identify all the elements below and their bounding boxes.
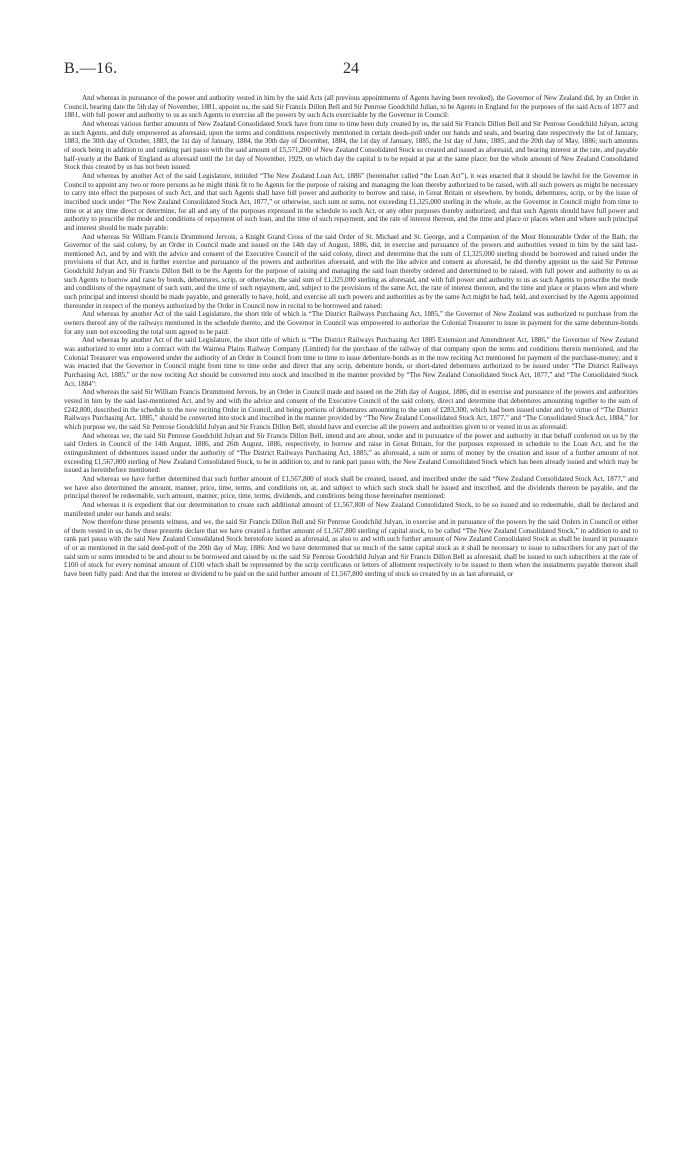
paragraph: And whereas various further amounts of New Zealand Consolidated Stock have from time to time been duly created by us, the said Sir Francis Dillon Bell and Sir Penrose Goodchild Julyan, acting as such Agents, and duly empowered as aforesaid, upon the terms and conditions respectively mentioned in certain deeds-poll under our hands and seals, and bearing date respectively the 1st of January, 1883, the 30th day of October, 1883, the 1st day of January, 1884, the 30th day of December, 1884, the 1st day of January, 1885, the 1st day of June, 1885, and the 20th day of May, 1886; such amounts of stock being in addition to and ranking pari passu with the said amount of £5,571,200 of New Zealand Consolidated Stock so created and issued as aforesaid, and bearing interest at the rate, and payable half-yearly at the Bank of England as aforesaid until the 1st day of November, 1929, on which day the capital is to be repaid at par at the same place; but the whole amount of New Zealand Consolidated Stock thus created by us has not been issued: bbox=[64, 119, 638, 172]
paragraph: And whereas we have further determined that such further amount of £1,567,800 of stock shall be created, issued, and inscribed under the said “New Zealand Consolidated Stock Act, 1877,” and we have also determined the amount, manner, price, time, terms, and conditions on, at, and subject to which such stock shall be issued and inscribed, and the dividends thereon be payable, and the principal thereof be redeemable, such amount, manner, price, time, terms, dividends, and conditions being those hereinafter mentioned: bbox=[64, 474, 638, 501]
paragraph: And whereas the said Sir William Francis Drummond Jervois, by an Order in Council made and issued on the 26th day of August, 1886, did in exercise and pursuance of the powers and authorities vested in him by the said last-mentioned Act, and by and with the advice and consent of the Executive Council of the said colony, direct and determine that debentures amounting together to the sum of £242,800, described in the schedule to the now reciting Order in Council, and being portions of debentures amounting to the sum of £283,300, which had been issued under and by virtue of “The District Railways Purchasing Act, 1885,” should be converted into stock and inscribed in the manner provided by “The New Zealand Consolidated Stock Act, 1877,” and “The Consolidated Stock Act, 1884,” for which purpose we, the said Sir Penrose Goodchild Julyan and Sir Francis Dillon Bell, should have and exercise all the powers and authorities given to or vested in us as aforesaid: bbox=[64, 388, 638, 431]
paragraph: And whereas we, the said Sir Penrose Goodchild Julyan and Sir Francis Dillon Bell, intend and are about, under and in pursuance of the power and authority in that behalf conferred on us by the said Orders in Council of the 14th August, 1886, and 26th August, 1886, respectively, to borrow and raise in Great Britain, for the purposes expressed in schedule to the Loan Act, and for the extinguishment of debentures issued under the authority of “The District Railways Purchasing Act, 1885,” as aforesaid, a sum or sums of money by the creation and issue of a further amount of not exceeding £1,567,800 sterling of New Zealand Consolidated Stock, to be in addition to, and to rank pari passu with, the New Zealand Consolidated Stock which has been already issued and which may be issued as hereinbefore mentioned: bbox=[64, 431, 638, 475]
paragraph: And whereas by another Act of the said Legislature, the short title of which is “The District Railways Purchasing Act, 1885,” the Governor of New Zealand was authorized to purchase from the owners thereof any of the railways mentioned in the schedule thereto, and the Governor in Council was empowered to authorize the Colonial Treasurer to issue in payment for the same debenture-bonds for any sum not exceeding the total sum agreed to be paid: bbox=[64, 310, 638, 336]
page-header bbox=[64, 60, 638, 94]
paragraph: Now therefore these presents witness, and we, the said Sir Francis Dillon Bell and Sir Penrose Goodchild Julyan, in exercise and in pursuance of the powers by the said Orders in Council or either of them vested in us, do by these presents declare that we have created a further amount of £1,567,800 sterling of capital stock, to be called “The New Zealand Consolidated Stock,” in addition to and to rank pari passu with the said New Zealand Consolidated Stock heretofore issued as aforesaid, as also to and with such further amount of New Zealand Consolidated Stock as shall be issued in pursuance of or as mentioned in the said deed-poll of the 20th day of May, 1886: And we have determined that so much of the same capital stock as it shall be necessary to issue to subscribers for any part of the said sum or sums intended to be and about to be borrowed and raised by us the said Sir Penrose Goodchild Julyan and Sir Francis Dillon Bell as aforesaid, shall be issued to such subscribers at the rate of £100 of stock for every nominal amount of £100 which shall be represented by the scrip certificates or letters of allotment respectively to be issued to them when the instalments payable thereon shall have been fully paid: And that the interest or dividend to be paid on the said further amount of £1,567,800 sterling of stock so created by us as last aforesaid, or bbox=[64, 518, 638, 579]
document-body bbox=[64, 94, 638, 579]
paragraph: And whereas it is expedient that our determination to create such additional amount of £1,567,800 of New Zealand Consolidated Stock, to be so issued and so redeemable, shall be declared and manifested under our hands and seals: bbox=[64, 500, 638, 518]
paragraph: And whereas Sir William Francis Drummond Jervois, a Knight Grand Cross of the said Order of St. Michael and St. George, and a Companion of the Most Honourable Order of the Bath, the Governor of the said colony, by an Order in Council made and issued on the 14th day of August, 1886, did, in exercise and pursuance of the powers and authorities vested in him by the said last-mentioned Act, and by and with the advice and consent of the Executive Council of the said colony, direct and determine that the sum of £1,325,000 sterling should be borrowed and raised under the provisions of that Act, and in further exercise and pursuance of the powers and authorities aforesaid, and with the like advice and consent as aforesaid, he did thereby appoint us the said Sir Penrose Goodchild Julyan and Sir Francis Dillon Bell to be the Agents for the purpose of raising and managing the said loan thereby ordered and determined to be raised, with full power and authority to us as such Agents to borrow and raise by bonds, debentures, scrip, or otherwise, the said sum of £1,325,000 sterling as aforesaid, and with full power and authority to us as such Agents to prescribe the mode and conditions of the repayment of such sum, and the time of such repayment, and, subject to the provisions of the same Act, the rate of interest thereon, and the time and place or places when and where such principal and interest should be made payable, and generally to have, hold, and exercise all such powers and authorities as by the same Act might be had, held, and exercised by the Agents appointed thereunder in respect of the moneys authorized by the Order in Council now in recital to be borrowed and raised: bbox=[64, 232, 638, 310]
page-number: 24 bbox=[343, 60, 359, 77]
paragraph: And whereas by another Act of the said Legislature, intituled “The New Zealand Loan Act, 1886” (hereinafter called “the Loan Act”), it was enacted that it should be lawful for the Governor in Council to appoint any two or more persons as he might think fit to be Agents for the purpose of raising and managing the loan thereby authorized to be raised, with all such powers as might be necessary to carry into effect the purposes of such Act, and that such Agents shall have full power and authority to borrow and raise, in Great Britain or elsewhere, by bonds, debentures, scrip, or by the issue of inscribed stock under “The New Zealand Consolidated Stock Act, 1877,” or otherwise, such sum or sums, not exceeding £1,325,000 sterling in the whole, as the Governor in Council might from time to time or at any time direct or determine, for all and any of the purposes expressed in the schedule to such Act, or any other purposes thereby authorized; and that such Agents should have full power and authority to prescribe the mode and conditions of repayment of such loan, and the time of such repayment, and the rate of interest thereon, and the time and place or places when and where such principal and interest should be made payable: bbox=[64, 171, 638, 232]
paragraph: And whereas in pursuance of the power and authority vested in him by the said Acts (all previous appointments of Agents having been revoked), the Governor of New Zealand did, by an Order in Council, bearing date the 5th day of November, 1881, appoint us, the said Sir Francis Dillon Bell and Sir Penrose Goodchild Julian, to be Agents in England for the purposes of the said Acts of 1877 and 1881, with full power and authority to us as such Agents to exercise all the powers by such Acts exercisable by the Governor in Council: bbox=[64, 94, 638, 120]
paragraph: And whereas by another Act of the said Legislature, the short title of which is “The District Railways Purchasing Act 1885 Extension and Amendment Act, 1886,” the Governor of New Zealand was authorized to enter into a contract with the Waimea Plains Railway Company (Limited) for the purchase of the railway of that company upon the terms and conditions therein mentioned, and the Colonial Treasurer was empowered under the authority of an Order in Council from time to time to issue debenture-bonds as in the now reciting Act mentioned for payment of the purchase-money; and it was enacted that the Governor in Council might from time to time order and direct that any scrip, debenture bonds, or short-dated debentures authorized to be issued under “The District Railways Purchasing Act, 1885,” or the now reciting Act should be converted into stock and inscribed in the manner provided by “The New Zealand Consolidated Stock Act, 1877,” and “The Consolidated Stock Act, 1884”: bbox=[64, 336, 638, 388]
document-reference: B.—16. bbox=[64, 60, 118, 77]
